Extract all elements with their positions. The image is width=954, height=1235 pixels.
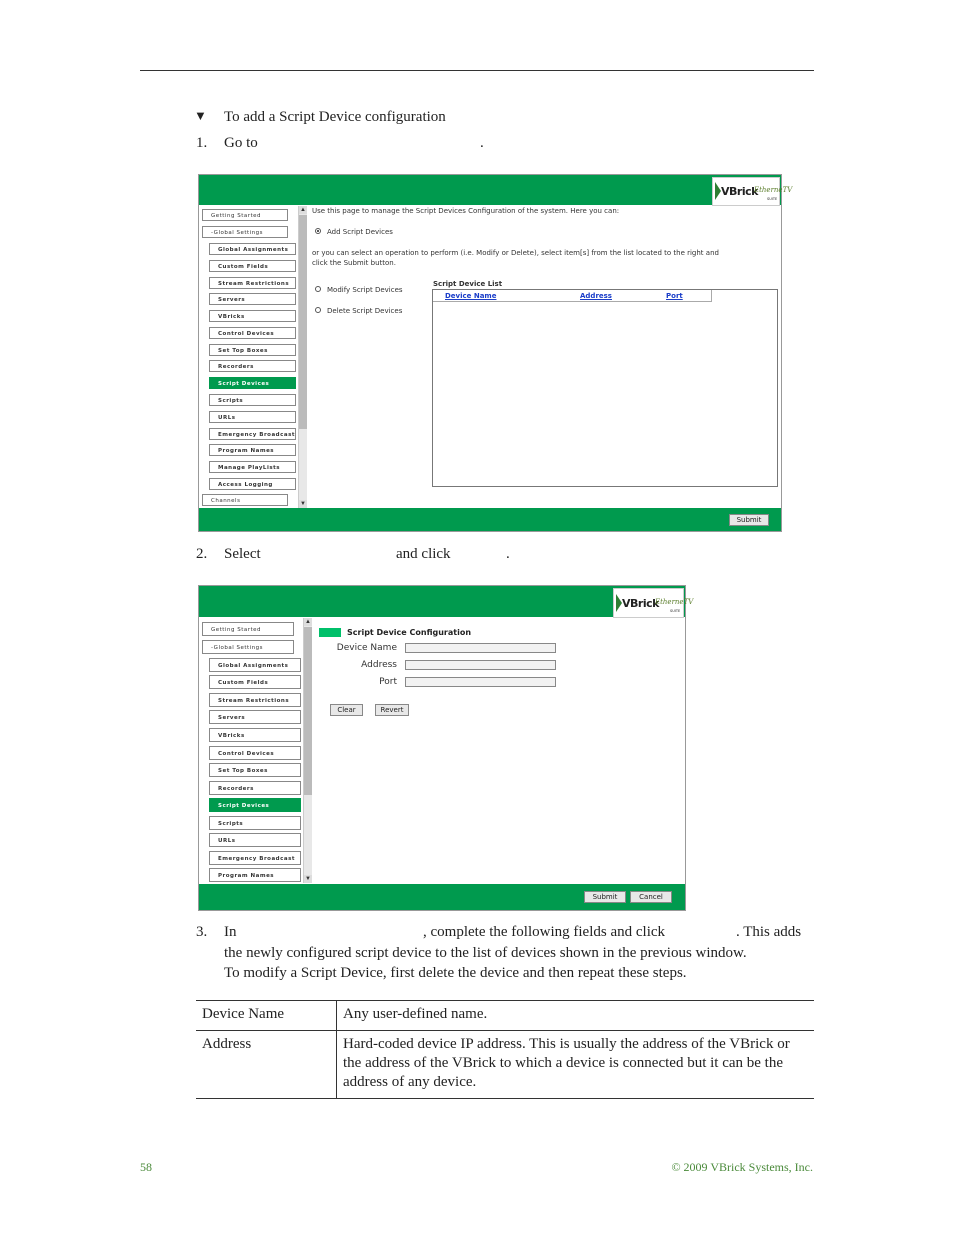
script-device-list[interactable] [432, 289, 778, 487]
logo-product: EtherneTV [754, 186, 793, 194]
scroll-thumb[interactable] [299, 215, 307, 429]
logo-suite: SUITE [767, 197, 778, 201]
delete-label: Delete Script Devices [327, 307, 403, 315]
sidebar-scrollbar[interactable] [298, 206, 307, 508]
scroll-up-icon-2[interactable]: ▲ [305, 619, 311, 625]
scroll-thumb-2[interactable] [304, 627, 312, 795]
nav-script-devices[interactable]: Script Devices [209, 377, 296, 389]
step-2-end: . [506, 546, 510, 562]
nav-manage-playlists[interactable]: Manage PlayLists [209, 461, 296, 473]
copyright: © 2009 VBrick Systems, Inc. [671, 1160, 813, 1174]
logo-brand: VBrick [721, 185, 758, 198]
nav-program-names[interactable]: Program Names [209, 444, 296, 456]
scroll-down-icon[interactable]: ▼ [300, 501, 306, 507]
nav-emergency-broadcast[interactable]: Emergency Broadcast [209, 428, 296, 440]
table-cell-field: Address [196, 1031, 337, 1099]
step-1-text: Go to [224, 135, 258, 151]
step-2-number: 2. [196, 546, 208, 562]
step-3-number: 3. [196, 924, 208, 940]
nav-set-top-boxes[interactable]: Set Top Boxes [209, 344, 296, 356]
nav2-global-assignments[interactable]: Global Assignments [209, 658, 301, 672]
config-title: Script Device Configuration [347, 628, 472, 637]
nav2-script-devices[interactable]: Script Devices [209, 798, 301, 812]
nav-channels[interactable]: Channels [202, 494, 288, 506]
submit-button-2[interactable]: Submit [584, 891, 626, 903]
page-number: 58 [140, 1160, 152, 1174]
nav-vbricks[interactable]: VBricks [209, 310, 296, 322]
nav-global-settings[interactable]: -Global Settings [202, 226, 288, 238]
nav-control-devices[interactable]: Control Devices [209, 327, 296, 339]
revert-button[interactable]: Revert [375, 704, 409, 716]
header-bar [199, 175, 781, 205]
modify-radio[interactable] [315, 286, 321, 292]
cancel-button[interactable]: Cancel [630, 891, 672, 903]
port-input[interactable] [405, 677, 556, 687]
list-title: Script Device List [433, 280, 503, 288]
nav-global-assignments[interactable]: Global Assignments [209, 243, 296, 255]
label-port: Port [379, 677, 397, 687]
table-cell-description: Hard-coded device IP address. This is usually the address of the VBrick or the address of the VBrick to which a device is connected but it can be the address of any device. [343, 1036, 790, 1090]
nav-recorders[interactable]: Recorders [209, 360, 296, 372]
nav2-custom-fields[interactable]: Custom Fields [209, 675, 301, 689]
fields-table [196, 1000, 814, 1099]
step-1-end: . [480, 135, 484, 151]
device-name-input[interactable] [405, 643, 556, 653]
nav-scripts[interactable]: Scripts [209, 394, 296, 406]
nav2-scripts[interactable]: Scripts [209, 816, 301, 830]
label-address: Address [361, 660, 397, 670]
footer-bar [199, 508, 781, 531]
modify-label: Modify Script Devices [327, 286, 403, 294]
step-3-tail: . This adds [736, 924, 802, 940]
logo-brand-2: VBrick [622, 597, 659, 610]
nav2-stream-restrictions[interactable]: Stream Restrictions [209, 693, 301, 707]
vbrick-logo [712, 177, 793, 206]
nav2-vbricks[interactable]: VBricks [209, 728, 301, 742]
step-3-middle: , complete the following fields and click [423, 924, 666, 940]
instructions-line-1: or you can select an operation to perform (i.e. Modify or Delete), select item[s] from the list located to the right and [312, 249, 719, 257]
step-3-line-3: To modify a Script Device, first delete the device and then repeat these steps. [224, 965, 687, 981]
nav2-global-settings[interactable]: -Global Settings [202, 640, 294, 654]
sidebar-scrollbar-2[interactable] [303, 618, 312, 883]
logo-suite-2: SUITE [670, 609, 681, 613]
table-cell-description: Any user-defined name. [343, 1006, 488, 1022]
label-device-name: Device Name [336, 643, 397, 653]
add-label: Add Script Devices [327, 228, 393, 236]
script-devices-screenshot [198, 174, 793, 532]
vbrick-logo-2 [613, 588, 694, 618]
column-device-name[interactable]: Device Name [445, 292, 497, 300]
column-address[interactable]: Address [580, 292, 612, 300]
submit-button[interactable]: Submit [729, 514, 769, 526]
step-3-in: In [224, 924, 237, 940]
column-port[interactable]: Port [666, 292, 683, 300]
logo-product-2: EtherneTV [655, 598, 694, 606]
scroll-down-icon-2[interactable]: ▼ [305, 876, 311, 882]
section-marker [319, 628, 341, 637]
step-1-number: 1. [196, 135, 208, 151]
intro-text: Use this page to manage the Script Devices Configuration of the system. Here you can: [312, 207, 620, 215]
table-row [196, 1001, 814, 1031]
nav2-program-names[interactable]: Program Names [209, 868, 301, 882]
add-radio[interactable] [315, 228, 321, 234]
clear-button[interactable]: Clear [330, 704, 363, 716]
scroll-up-icon[interactable]: ▲ [300, 207, 306, 213]
nav2-set-top-boxes[interactable]: Set Top Boxes [209, 763, 301, 777]
nav-getting-started[interactable]: Getting Started [202, 209, 288, 221]
nav-urls[interactable]: URLs [209, 411, 296, 423]
nav-access-logging[interactable]: Access Logging [209, 478, 296, 490]
table-cell-field: Device Name [196, 1001, 337, 1031]
step-2-and-click: and click [396, 546, 451, 562]
step-2-select: Select [224, 546, 261, 562]
step-3-line-2: the newly configured script device to the list of devices shown in the previous window. [224, 945, 747, 961]
bullet-icon: ▼ [194, 108, 207, 123]
nav-custom-fields[interactable]: Custom Fields [209, 260, 296, 272]
nav2-urls[interactable]: URLs [209, 833, 301, 847]
nav2-getting-started[interactable]: Getting Started [202, 622, 294, 636]
instructions-line-2: click the Submit button. [312, 259, 396, 267]
nav2-servers[interactable]: Servers [209, 710, 301, 724]
address-input[interactable] [405, 660, 556, 670]
delete-radio[interactable] [315, 307, 321, 313]
nav2-emergency-broadcast[interactable]: Emergency Broadcast [209, 851, 301, 865]
header-rule [140, 70, 814, 71]
nav-servers[interactable]: Servers [209, 293, 296, 305]
script-device-configuration-screenshot [198, 585, 694, 911]
table-row [196, 1031, 814, 1099]
procedure-title: To add a Script Device configuration [224, 109, 446, 125]
nav-stream-restrictions[interactable]: Stream Restrictions [209, 277, 296, 289]
nav2-recorders[interactable]: Recorders [209, 781, 301, 795]
nav2-control-devices[interactable]: Control Devices [209, 746, 301, 760]
